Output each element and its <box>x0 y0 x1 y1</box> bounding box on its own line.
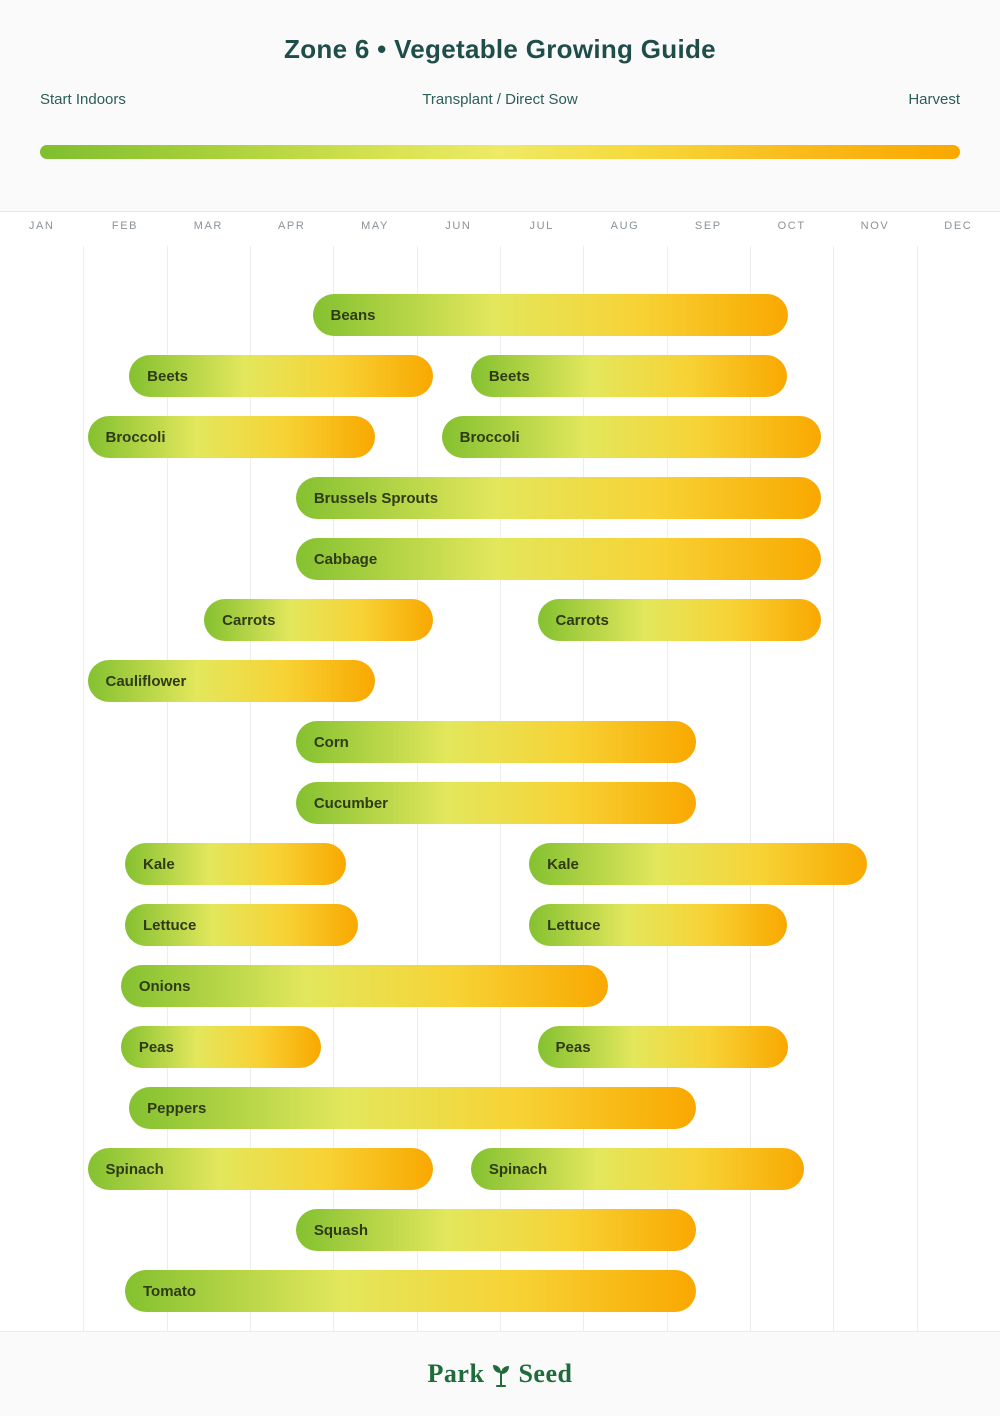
gantt-bar-label: Carrots <box>222 611 276 629</box>
gantt-bar[interactable] <box>121 965 609 1007</box>
gantt-bar-label: Kale <box>143 855 175 873</box>
brand-logo <box>428 1359 573 1389</box>
month-label-oct: OCT <box>777 220 806 232</box>
month-label-feb: FEB <box>111 220 139 232</box>
sprout-icon <box>490 1361 512 1387</box>
gantt-bar-label: Cabbage <box>313 550 378 568</box>
gantt-bar-label: Kale <box>547 855 579 873</box>
gantt-bar[interactable] <box>296 477 821 519</box>
gantt-bar-label: Brussels Sprouts <box>313 489 439 507</box>
gantt-bar-label: Squash <box>313 1221 369 1239</box>
month-label-dec: DEC <box>944 220 973 232</box>
gantt-bar-label: Broccoli <box>105 428 166 446</box>
gantt-bar[interactable] <box>88 416 376 458</box>
month-label-apr: APR <box>277 220 306 232</box>
gantt-bar[interactable] <box>125 904 358 946</box>
month-label-nov: NOV <box>860 220 890 232</box>
gantt-bar[interactable] <box>296 782 696 824</box>
month-label-may: MAY <box>361 220 389 232</box>
month-label-jul: JUL <box>529 220 554 232</box>
legend-label-harvest: Harvest <box>908 91 960 108</box>
gantt-bar[interactable] <box>121 1026 321 1068</box>
gantt-bar[interactable] <box>88 1148 434 1190</box>
gantt-bar[interactable] <box>125 1270 696 1312</box>
legend-label-transplant: Transplant / Direct Sow <box>422 91 578 108</box>
gantt-bar[interactable] <box>296 1209 696 1251</box>
gantt-bar-label: Peas <box>555 1038 591 1056</box>
legend-label-start-indoors: Start Indoors <box>40 91 126 108</box>
gantt-bar[interactable] <box>529 843 867 885</box>
gantt-bar-label: Cucumber <box>313 794 389 812</box>
gantt-bar[interactable] <box>529 904 787 946</box>
gantt-bar-label: Lettuce <box>143 916 197 934</box>
gantt-bar[interactable] <box>296 538 821 580</box>
gantt-bar-label: Peppers <box>147 1099 207 1117</box>
page-title: Zone 6 • Vegetable Growing Guide <box>284 34 716 64</box>
gantt-bar-label: Peas <box>138 1038 174 1056</box>
gantt-bar[interactable] <box>471 1148 804 1190</box>
month-label-sep: SEP <box>694 220 722 232</box>
legend-gradient-bar <box>40 145 960 159</box>
legend-item-harvest <box>908 91 960 116</box>
gantt-bar-label: Broccoli <box>459 428 520 446</box>
gantt-bar-label: Spinach <box>488 1160 548 1178</box>
gantt-bar[interactable] <box>538 599 821 641</box>
gantt-bar[interactable] <box>129 1087 696 1129</box>
month-axis <box>0 212 1000 246</box>
gantt-bar[interactable] <box>88 660 376 702</box>
month-label-jan: JAN <box>28 220 55 232</box>
gantt-bar-label: Cauliflower <box>105 672 187 690</box>
legend-item-transplant <box>422 91 577 116</box>
gantt-bar[interactable] <box>204 599 433 641</box>
legend-item-start-indoors <box>40 91 126 116</box>
gantt-bar[interactable] <box>538 1026 788 1068</box>
gantt-bar-label: Beets <box>147 367 189 385</box>
month-label-mar: MAR <box>193 220 223 232</box>
gridline <box>917 246 918 1331</box>
brand-name-seed: Seed <box>518 1359 573 1388</box>
gantt-bar[interactable] <box>296 721 696 763</box>
gantt-bar-label: Beets <box>488 367 530 385</box>
gantt-bar[interactable] <box>442 416 821 458</box>
gridline <box>833 246 834 1331</box>
gantt-bar[interactable] <box>125 843 346 885</box>
gantt-bar[interactable] <box>129 355 433 397</box>
gantt-bar-label: Spinach <box>105 1160 164 1178</box>
gantt-bar[interactable] <box>313 294 788 336</box>
chart-header <box>0 0 1000 212</box>
gridline <box>83 246 84 1331</box>
brand-name-park: Park <box>427 1359 485 1388</box>
month-label-aug: AUG <box>610 220 640 232</box>
gantt-bar-label: Carrots <box>555 611 609 629</box>
gantt-chart <box>0 246 1000 1332</box>
month-label-jun: JUN <box>445 220 472 232</box>
gantt-bar-label: Corn <box>313 733 349 751</box>
gantt-bar[interactable] <box>471 355 788 397</box>
gantt-bar-label: Beans <box>330 306 376 324</box>
gantt-bar-label: Lettuce <box>547 916 601 934</box>
chart-footer <box>0 1332 1000 1416</box>
gantt-bar-label: Onions <box>138 977 191 995</box>
gantt-bar-label: Tomato <box>143 1282 197 1300</box>
legend <box>40 91 960 139</box>
